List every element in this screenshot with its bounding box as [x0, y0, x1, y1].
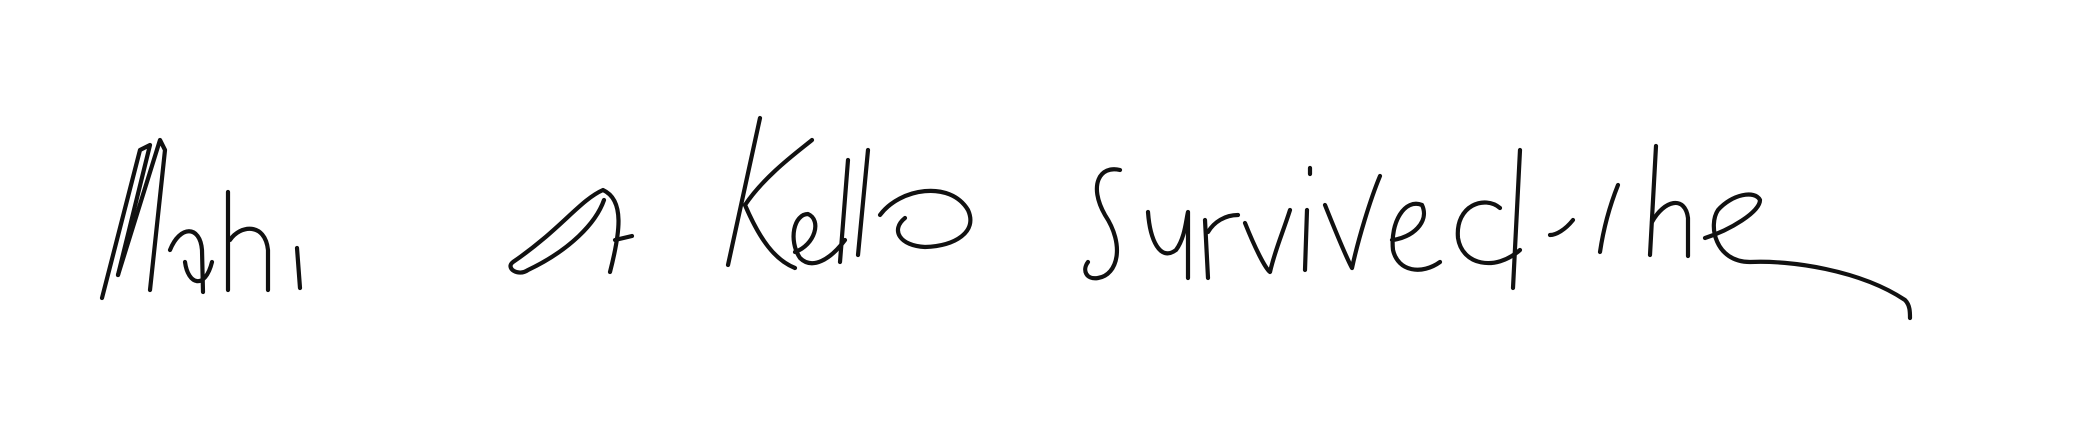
handwritten-word: [102, 140, 300, 298]
handwritten-word: [728, 118, 970, 268]
handwritten-word: [1600, 146, 1910, 318]
handwritten-word: [1085, 150, 1573, 288]
handwritten-word: [511, 190, 632, 273]
